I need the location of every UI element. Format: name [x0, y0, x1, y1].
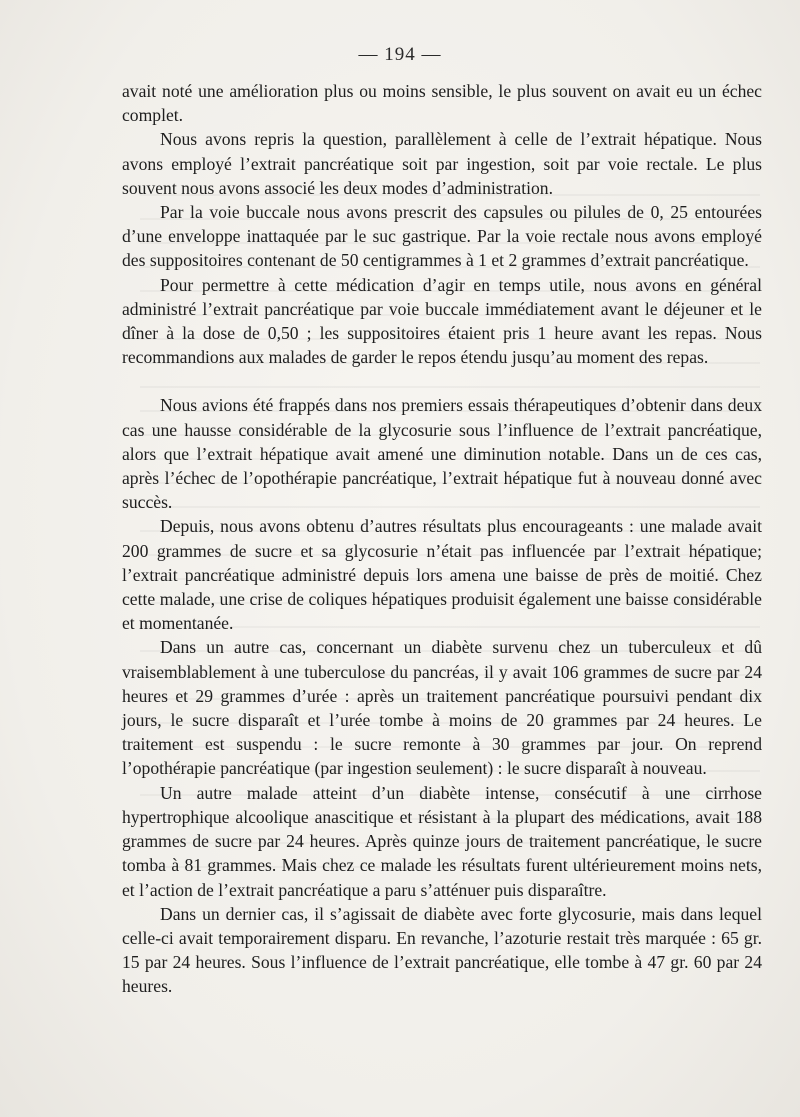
paragraph: Nous avons repris la question, parallèlement à celle de l’extrait hépatique. Nous avons employé l’extrait pancréatique soit par ingestion, soit par voie rectale. Le plus souvent nous avons associé les deux modes d’administration. [122, 129, 762, 198]
paragraph: Dans un autre cas, concernant un diabète survenu chez un tuberculeux et dû vraisemblablement à une tuberculose du pancréas, il y avait 106 grammes de sucre par 24 heures et 29 grammes d’urée : après un traitement pancréatique poursuivi pendant dix jours, le sucre disparaît et l’urée tombe à moins de 20 grammes par 24 heures. Le traitement est suspendu : le sucre remonte à 30 grammes par jour. On reprend l’opothérapie pancréatique (par ingestion seulement) : le sucre disparaît à nouveau. [122, 637, 762, 779]
paragraph: Un autre malade atteint d’un diabète intense, consécutif à une cirrhose hypertrophique alcoolique anascitique et résistant à la plupart des médications, avait 188 grammes de sucre par 24 heures. Après quinze jours de traitement pancréatique, le sucre tomba à 81 grammes. Mais chez ce malade les résultats furent ultérieurement moins nets, et l’action de l’extrait pancréatique a paru s’atténuer puis disparaître. [122, 782, 762, 900]
body-text [122, 79, 762, 999]
paragraph: Par la voie buccale nous avons prescrit des capsules ou pilules de 0, 25 entourées d’une enveloppe inattaquée par le suc gastrique. Par la voie rectale nous avons employé des suppositoires contenant de 50 centigrammes à 1 et 2 grammes d’extrait pancréatique. [122, 202, 762, 271]
paragraph: Dans un dernier cas, il s’agissait de diabète avec forte glycosurie, mais dans lequel celle-ci avait temporairement disparu. En revanche, l’azoturie restait très marquée : 65 gr. 15 par 24 heures. Sous l’influence de l’extrait pancréatique, elle tombe à 47 gr. 60 par 24 heures. [122, 903, 762, 997]
paragraph: Nous avions été frappés dans nos premiers essais thérapeutiques d’obtenir dans deux cas une hausse considérable de la glycosurie sous l’influence de l’extrait pancréatique, alors que l’extrait hépatique avait amené une diminution notable. Dans un de ces cas, après l’échec de l’opothérapie pancréatique, l’extrait hépatique fut à nouveau donné avec succès. [122, 395, 762, 513]
paragraph-continued: avait noté une amélioration plus ou moins sensible, le plus souvent on avait eu un échec complet. [122, 81, 762, 126]
paragraph: Pour permettre à cette médication d’agir en temps utile, nous avons en général administré l’extrait pancréatique par voie buccale immédiatement avant le déjeuner et le dîner à la dose de 0,50 ; les suppositoires étaient pris 1 heure avant les repas. Nous recommandions aux malades de garder le repos étendu jusqu’au moment des repas. [122, 274, 762, 368]
page-number: — 194 — [358, 44, 442, 65]
paragraph: Depuis, nous avons obtenu d’autres résultats plus encourageants : une malade avait 200 grammes de sucre et sa glycosurie n’était pas influencée par l’extrait hépatique; l’extrait pancréatique administré depuis lors amena une baisse de près de moitié. Chez cette malade, une crise de coliques hépatiques produisit également une baisse considérable et momentanée. [122, 516, 762, 634]
